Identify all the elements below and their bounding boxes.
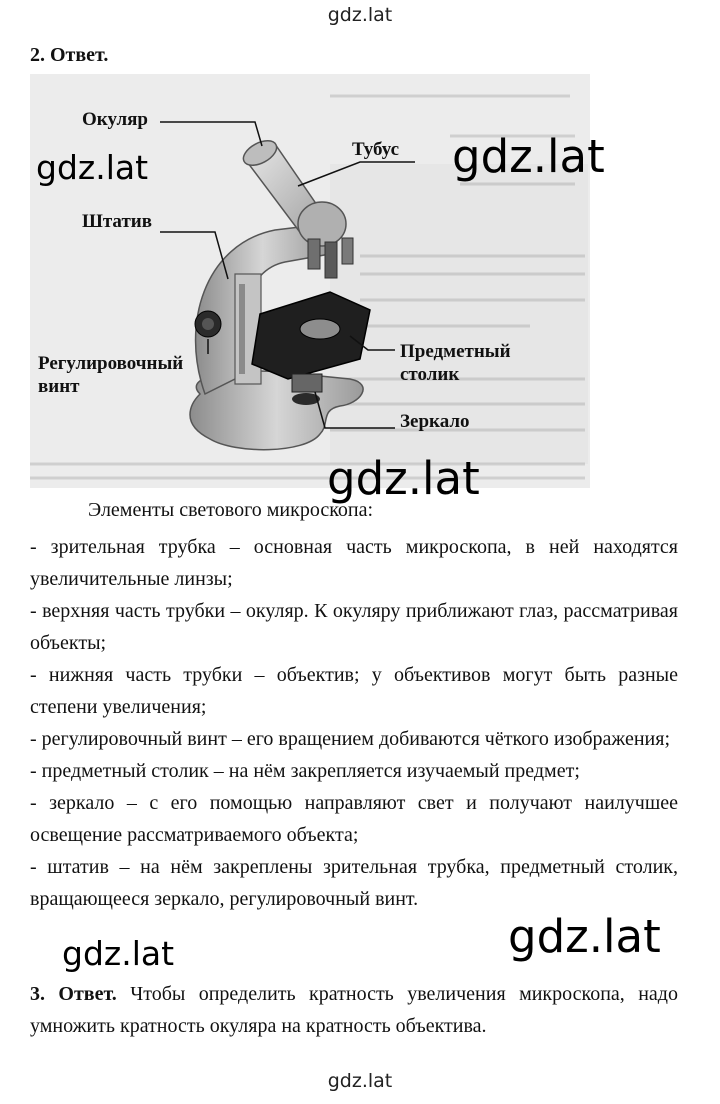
label-ocular: Окуляр <box>82 109 148 130</box>
list-item: - штатив – на нём закреплены зрительная трубка, предметный столик, вращающееся зеркало, регулировочный винт. <box>30 856 678 910</box>
elements-list <box>30 531 678 915</box>
label-stage-line2: столик <box>400 364 460 385</box>
answer-3-heading: 3. Ответ. <box>30 983 117 1005</box>
watermark-text-right: gdz.lat <box>508 910 661 963</box>
list-item: - регулировочный винт – его вращением добиваются чёткого изображения; <box>30 728 671 750</box>
label-adjustment-screw <box>38 352 183 398</box>
list-item: - зрительная трубка – основная часть микроскопа, в ней находятся увеличительные линзы; <box>30 536 678 590</box>
watermark-top: gdz.lat <box>327 4 393 26</box>
watermark-figure-right: gdz.lat <box>452 130 605 183</box>
list-item: - нижняя часть трубки – объектив; у объективов могут быть разные степени увеличения; <box>30 664 678 718</box>
label-tube: Тубус <box>352 139 400 160</box>
label-stand: Штатив <box>82 211 152 232</box>
list-item: - верхняя часть трубки – окуляр. К окуляру приближают глаз, рассматривая объекты; <box>30 600 678 654</box>
label-stage-line1: Предметный <box>400 341 511 362</box>
watermark-text-left: gdz.lat <box>62 934 175 973</box>
watermark-figure-center: gdz.lat <box>327 452 480 505</box>
label-adjustment-screw-line1: Регулировочный <box>38 353 184 374</box>
watermark-figure-left: gdz.lat <box>36 148 149 187</box>
answer-3 <box>30 978 678 1042</box>
label-adjustment-screw-line2: винт <box>38 376 80 397</box>
label-mirror: Зеркало <box>400 411 470 432</box>
label-stage <box>400 340 511 386</box>
list-item: - зеркало – с его помощью направляют свет и получают наилучшее освещение рассматриваемого объекта; <box>30 792 678 846</box>
answer-2-heading: 2. Ответ. <box>30 44 109 66</box>
answer-3-text: Чтобы определить кратность увеличения микроскопа, надо умножить кратность окуляра на кратность объектива. <box>30 983 678 1037</box>
watermark-bottom: gdz.lat <box>327 1070 393 1092</box>
list-item: - предметный столик – на нём закрепляется изучаемый предмет; <box>30 760 580 782</box>
figure-caption: Элементы светового микроскопа: <box>88 499 374 521</box>
